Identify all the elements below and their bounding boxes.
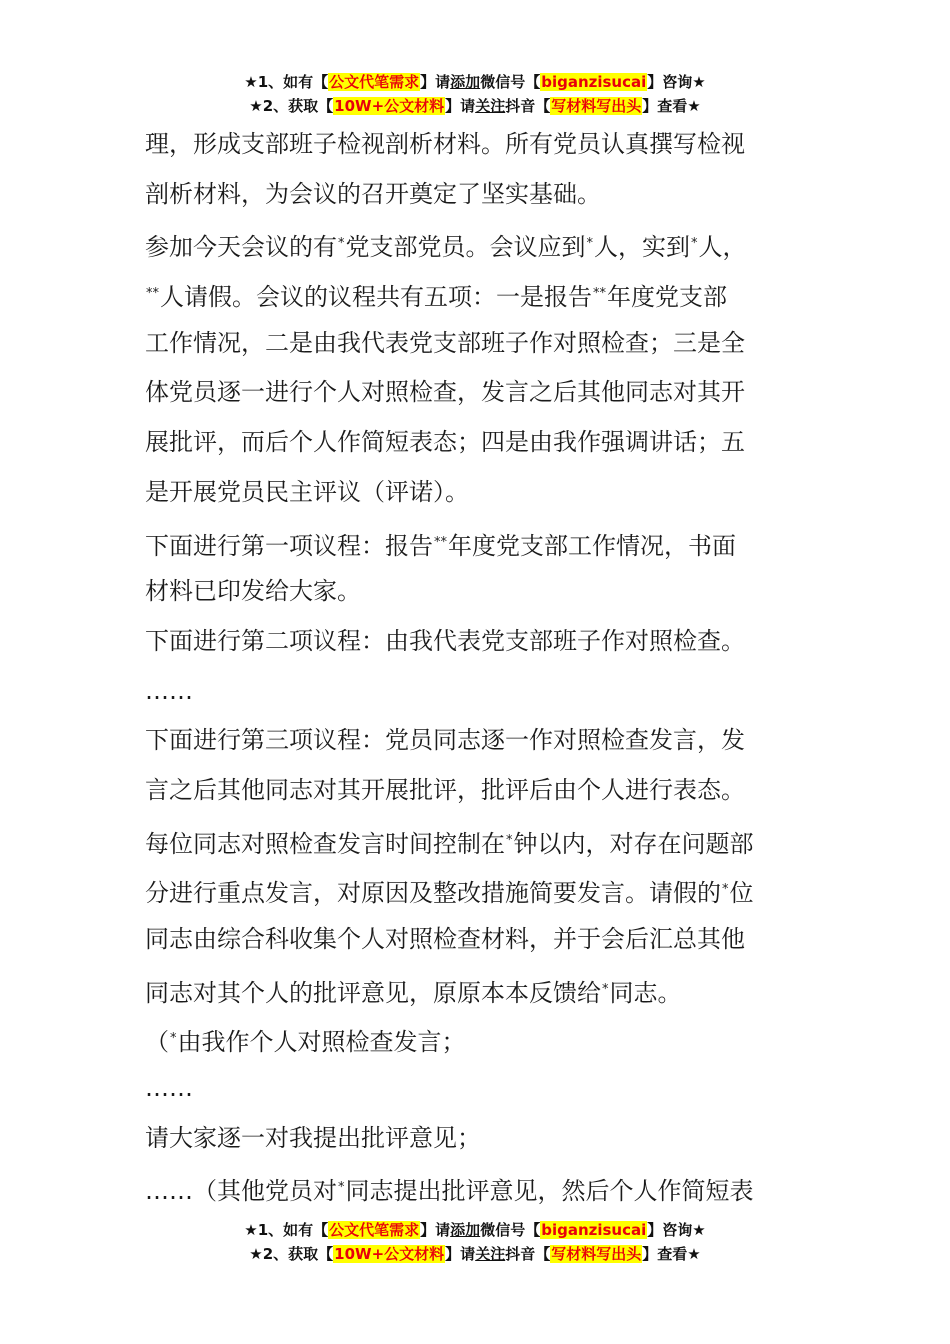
- star-icon: ★: [244, 1221, 258, 1239]
- text-run: 展批评，而后个人作简短表态；四是由我作强调讲话；五: [145, 428, 745, 457]
- text-line: [145, 1114, 810, 1164]
- banner-text: 抖音【: [505, 97, 551, 115]
- placeholder-mark: *: [338, 236, 345, 252]
- text-run: ……（其他党员对: [145, 1177, 337, 1206]
- text-run: 同志。: [609, 978, 682, 1007]
- banner-text: 】请: [420, 1221, 451, 1239]
- placeholder-mark: *: [170, 1031, 177, 1047]
- highlight-text: 公文代笔需求: [329, 1221, 420, 1239]
- banner-text: 微信号【: [480, 1221, 541, 1239]
- placeholder-mark: **: [146, 286, 159, 302]
- text-run: 人请假。会议的议程共有五项：一是报告: [160, 283, 592, 312]
- text-line: [145, 716, 810, 766]
- text-line: [145, 468, 810, 518]
- placeholder-mark: *: [506, 832, 513, 848]
- text-run: 剖析材料，为会议的召开奠定了坚实基础。: [145, 179, 601, 208]
- banner-text: 】请: [445, 97, 476, 115]
- wechat-id: biganzisucai: [541, 73, 647, 91]
- highlight-text: 10W+公文材料: [334, 97, 445, 115]
- footer-banner: [0, 1218, 950, 1266]
- star-icon: ★: [249, 1245, 263, 1263]
- star-icon: ★: [687, 1245, 701, 1263]
- banner-line-2: [0, 1242, 950, 1266]
- text-run: 分进行重点发言，对原因及整改措施简要发言。请假的: [145, 879, 721, 908]
- placeholder-mark: *: [338, 1180, 345, 1196]
- text-run: 年度党支部工作情况，书面: [448, 531, 736, 560]
- text-line: [145, 1163, 810, 1213]
- text-line: [145, 1014, 810, 1064]
- text-run: （: [145, 1028, 169, 1057]
- text-line: [145, 319, 810, 369]
- text-run: 钟以内，对存在问题部: [513, 829, 754, 858]
- banner-text: 】请: [420, 73, 451, 91]
- banner-text: 】咨询: [647, 1221, 693, 1239]
- text-run: 同志对其个人的批评意见，原原本本反馈给: [145, 978, 601, 1007]
- text-run: 理，形成支部班子检视剖析材料。所有党员认真撰写检视: [145, 130, 745, 158]
- star-icon: ★: [687, 97, 701, 115]
- text-run: 人，: [698, 233, 747, 262]
- text-line: [145, 418, 810, 468]
- banner-text: 】查看: [642, 1245, 688, 1263]
- text-run: ……: [145, 676, 193, 705]
- underlined-text: 添加: [450, 73, 481, 91]
- text-line: [145, 170, 810, 220]
- text-run: 下面进行第三项议程：党员同志逐一作对照检查发言，发: [145, 726, 745, 755]
- text-line: [145, 816, 810, 866]
- star-icon: ★: [692, 1221, 706, 1239]
- text-line: [145, 965, 810, 1015]
- banner-text: 2、获取【: [262, 97, 334, 115]
- text-run: 每位同志对照检查发言时间控制在: [145, 829, 505, 858]
- text-run: ……: [145, 1074, 193, 1103]
- banner-line-1: [0, 70, 950, 94]
- douyin-account: 写材料写出头: [551, 97, 642, 115]
- highlight-text: 10W+公文材料: [334, 1245, 445, 1263]
- placeholder-mark: *: [691, 236, 698, 252]
- placeholder-mark: *: [722, 882, 729, 898]
- text-line: [145, 766, 810, 816]
- banner-text: 】查看: [642, 97, 688, 115]
- text-run: 由我作个人对照检查发言；: [177, 1028, 466, 1057]
- star-icon: ★: [249, 97, 263, 115]
- star-icon: ★: [692, 73, 706, 91]
- banner-text: 微信号【: [480, 73, 541, 91]
- text-run: 体党员逐一进行个人对照检查，发言之后其他同志对其开: [145, 378, 745, 407]
- text-line: [145, 120, 810, 170]
- douyin-account: 写材料写出头: [551, 1245, 642, 1263]
- text-run: 请大家逐一对我提出批评意见；: [145, 1123, 481, 1152]
- text-run: 材料已印发给大家。: [145, 577, 361, 606]
- banner-line-2: [0, 94, 950, 118]
- text-run: 人，实到: [594, 233, 690, 262]
- placeholder-mark: **: [434, 534, 447, 550]
- text-run: 同志提出批评意见，然后个人作简短表: [345, 1177, 754, 1206]
- header-banner: [0, 70, 950, 118]
- text-run: 工作情况，二是由我代表党支部班子作对照检查；三是全: [145, 328, 745, 357]
- text-run: 党支部党员。会议应到: [345, 233, 586, 262]
- text-run: 是开展党员民主评议（评诺）。: [145, 477, 469, 506]
- placeholder-mark: *: [602, 981, 609, 997]
- text-run: 言之后其他同志对其开展批评，批评后由个人进行表态。: [145, 775, 745, 804]
- text-line: [145, 617, 810, 667]
- underlined-text: 关注: [475, 1245, 506, 1263]
- text-line: [145, 865, 810, 915]
- document-body: [145, 120, 810, 1213]
- star-icon: ★: [244, 73, 258, 91]
- wechat-id: biganzisucai: [541, 1221, 647, 1239]
- text-run: 位: [729, 879, 754, 908]
- text-run: 年度党支部: [607, 283, 727, 312]
- placeholder-mark: **: [593, 286, 606, 302]
- text-run: 下面进行第二项议程：由我代表党支部班子作对照检查。: [145, 626, 745, 655]
- banner-text: 】请: [445, 1245, 476, 1263]
- highlight-text: 公文代笔需求: [329, 73, 420, 91]
- banner-text: 】咨询: [647, 73, 693, 91]
- text-line: [145, 915, 810, 965]
- underlined-text: 关注: [475, 97, 506, 115]
- text-run: 下面进行第一项议程：报告: [145, 531, 433, 560]
- banner-text: 2、获取【: [262, 1245, 334, 1263]
- text-line: [145, 518, 810, 568]
- banner-line-1: [0, 1218, 950, 1242]
- text-line: [145, 567, 810, 617]
- banner-text: 1、如有【: [257, 1221, 329, 1239]
- text-run: 同志由综合科收集个人对照检查材料，并于会后汇总其他: [145, 925, 745, 953]
- text-line: [145, 219, 810, 269]
- underlined-text: 添加: [450, 1221, 481, 1239]
- text-line: [145, 667, 810, 717]
- placeholder-mark: *: [586, 236, 593, 252]
- text-line: [145, 368, 810, 418]
- text-run: 参加今天会议的有: [145, 233, 337, 262]
- text-line: [145, 269, 810, 319]
- banner-text: 抖音【: [505, 1245, 551, 1263]
- banner-text: 1、如有【: [257, 73, 329, 91]
- text-line: [145, 1064, 810, 1114]
